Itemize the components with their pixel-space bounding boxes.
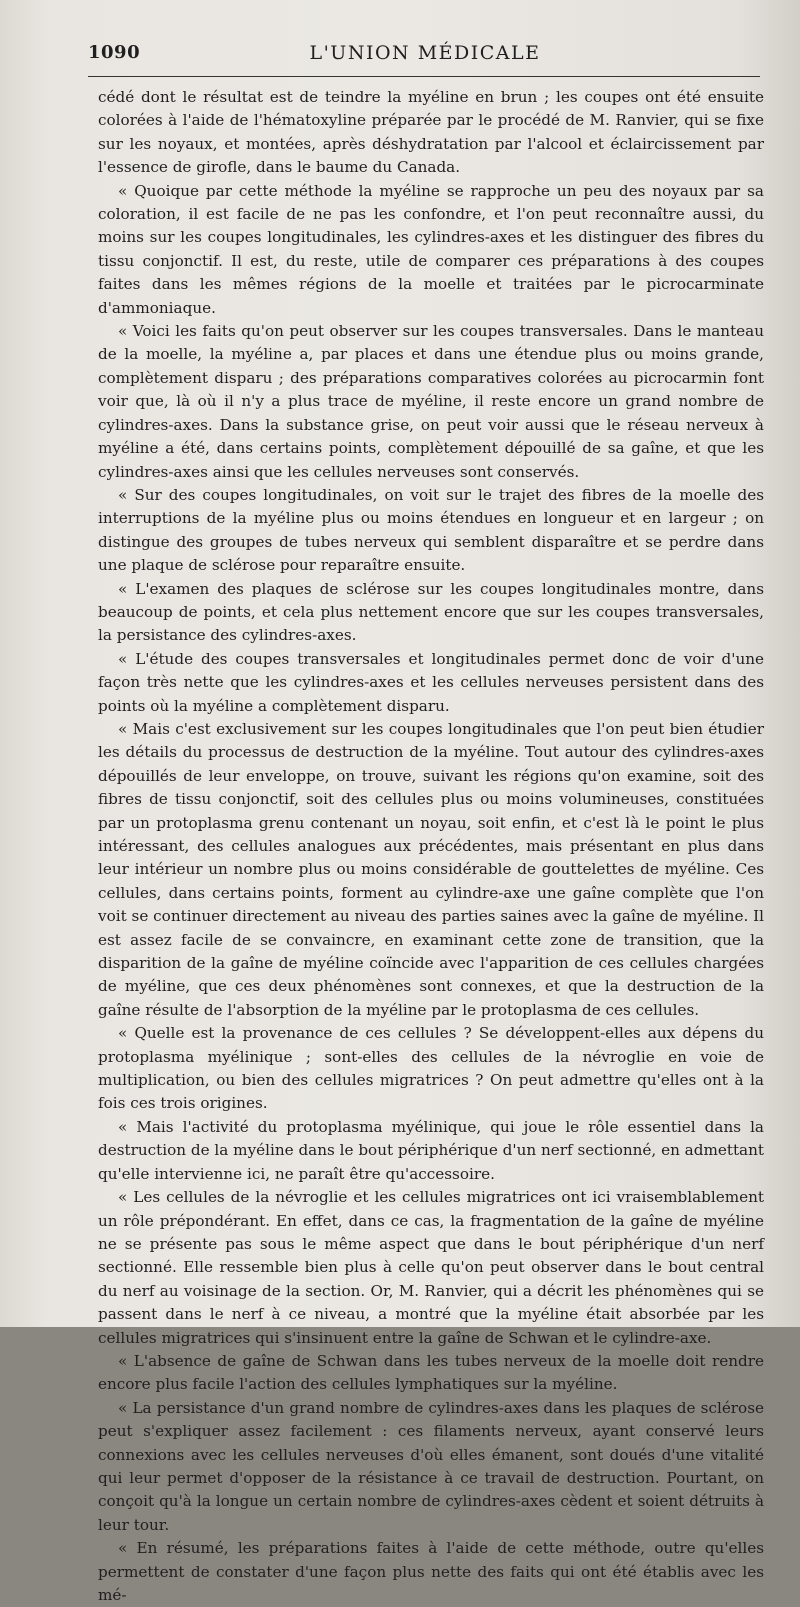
paragraph: « En résumé, les préparations faites à l'aide de cette méthode, outre qu'elles permettent de constater d'une façon plus nette des faits qui ont été établis avec les mé- xyxy=(98,1539,764,1604)
paragraph: « Sur des coupes longitudinales, on voit sur le trajet des fibres de la moelle des interruptions de la myéline plus ou moins étendues en longueur et en largeur ; on distingue des groupes de tubes nerveux qui semblent disparaître et se perdre dans une plaque de sclérose pour reparaître ensuite. xyxy=(98,485,764,575)
header-rule xyxy=(88,76,760,77)
paragraph: « L'étude des coupes transversales et longitudinales permet donc de voir d'une façon très nette que les cylindres-axes et les cellules nerveuses persistent dans des points où la myéline a complètement disparu. xyxy=(98,649,764,715)
paragraph: « Mais l'activité du protoplasma myélinique, qui joue le rôle essentiel dans la destruction de la myéline dans le bout périphérique d'un nerf sectionné, en admettant qu'elle intervienne ici, ne paraît être qu'accessoire. xyxy=(98,1117,764,1183)
paragraph: « L'absence de gaîne de Schwan dans les tubes nerveux de la moelle doit rendre encore plus facile l'action des cellules lymphatiques sur la myéline. xyxy=(98,1351,764,1394)
running-title: L'UNION MÉDICALE xyxy=(309,42,541,64)
paragraph: « La persistance d'un grand nombre de cylindres-axes dans les plaques de sclérose peut s'expliquer assez facilement : ces filaments nerveux, ayant conservé leurs connexions avec les cellules nerveuses d'où elles émanent, sont doués d'une vitalité qui leur permet d'opposer de la résistance à ce travail de destruction. Pourtant, on conçoit qu'à la longue un certain nombre de cylindres-axes cèdent et soient détruits à leur tour. xyxy=(98,1398,764,1534)
paragraph: cédé dont le résultat est de teindre la myéline en brun ; les coupes ont été ensuite colorées à l'aide de l'hématoxyline préparée par le procédé de M. Ranvier, qui se fixe sur les noyaux, et montées, après déshydratation par l'alcool et éclaircissement par l'essence de girofle, dans le baume du Canada. xyxy=(98,88,764,177)
body-text xyxy=(98,86,764,1607)
page-number: 1090 xyxy=(88,42,141,63)
paragraph: « Quoique par cette méthode la myéline se rapproche un peu des noyaux par sa coloration, il est facile de ne pas les confondre, et l'on peut reconnaître aussi, du moins sur les coupes longitudinales, les cylindres-axes et les distinguer des fibres du tissu conjonctif. Il est, du reste, utile de comparer ces préparations à des coupes faites dans les mêmes régions de la moelle et traitées par le picrocarminate d'ammoniaque. xyxy=(98,181,764,317)
paragraph: « Quelle est la provenance de ces cellules ? Se développent-elles aux dépens du protoplasma myélinique ; sont-elles des cellules de la névroglie en voie de multiplication, ou bien des cellules migratrices ? On peut admettre qu'elles ont à la fois ces trois origines. xyxy=(98,1024,764,1113)
page-header xyxy=(88,42,762,72)
paragraph: « Voici les faits qu'on peut observer sur les coupes transversales. Dans le manteau de la moelle, la myéline a, par places et dans une étendue plus ou moins grande, complètement disparu ; des préparations comparatives colorées au picrocarmin font voir que, là où il n'y a plus trace de myéline, il reste encore un grand nombre de cylindres-axes. Dans la substance grise, on peut voir aussi que le réseau nerveux à myéline a été, dans certains points, complètement dépouillé de sa gaîne, et que les cylindres-axes ainsi que les cellules nerveuses sont conservés. xyxy=(98,322,764,481)
paragraph: « Mais c'est exclusivement sur les coupes longitudinales que l'on peut bien étudier les détails du processus de destruction de la myéline. Tout autour des cylindres-axes dépouillés de leur enveloppe, on trouve, suivant les régions qu'on examine, soit des fibres de tissu conjonctif, soit des cellules plus ou moins volumineuses, constituées par un protoplasma grenu contenant un noyau, soit enfin, et c'est là le point le plus intéressant, des cellules analogues aux précédentes, mais présentant en plus dans leur intérieur un nombre plus ou moins considérable de gouttelettes de myéline. Ces cellules, dans certains points, forment au cylindre-axe une gaîne complète que l'on voit se continuer directement au niveau des parties saines avec la gaîne de myéline. Il est assez facile de se convaincre, en examinant cette zone de transition, que la disparition de la gaîne de myéline coïncide avec l'apparition de ces cellules chargées de myéline, que ces deux phénomènes sont connexes, et que la destruction de la gaîne résulte de l'absorption de la myéline par le protoplasma de ces cellules. xyxy=(98,719,764,1019)
paragraph: « Les cellules de la névroglie et les cellules migratrices ont ici vraisemblablement un rôle prépondérant. En effet, dans ce cas, la fragmentation de la gaîne de myéline ne se présente pas sous le même aspect que dans le bout périphérique d'un nerf sectionné. Elle ressemble bien plus à celle qu'on peut observer dans le bout central du nerf au voisinage de la section. Or, M. Ranvier, qui a décrit les phénomènes qui se passent dans le nerf à ce niveau, a montré que la myéline était absorbée par les cellules migratrices qui s'insinuent entre la gaîne de Schwan et le cylindre-axe. xyxy=(98,1188,764,1347)
paragraph: « L'examen des plaques de sclérose sur les coupes longitudinales montre, dans beaucoup de points, et cela plus nettement encore que sur les coupes transversales, la persistance des cylindres-axes. xyxy=(98,579,764,645)
